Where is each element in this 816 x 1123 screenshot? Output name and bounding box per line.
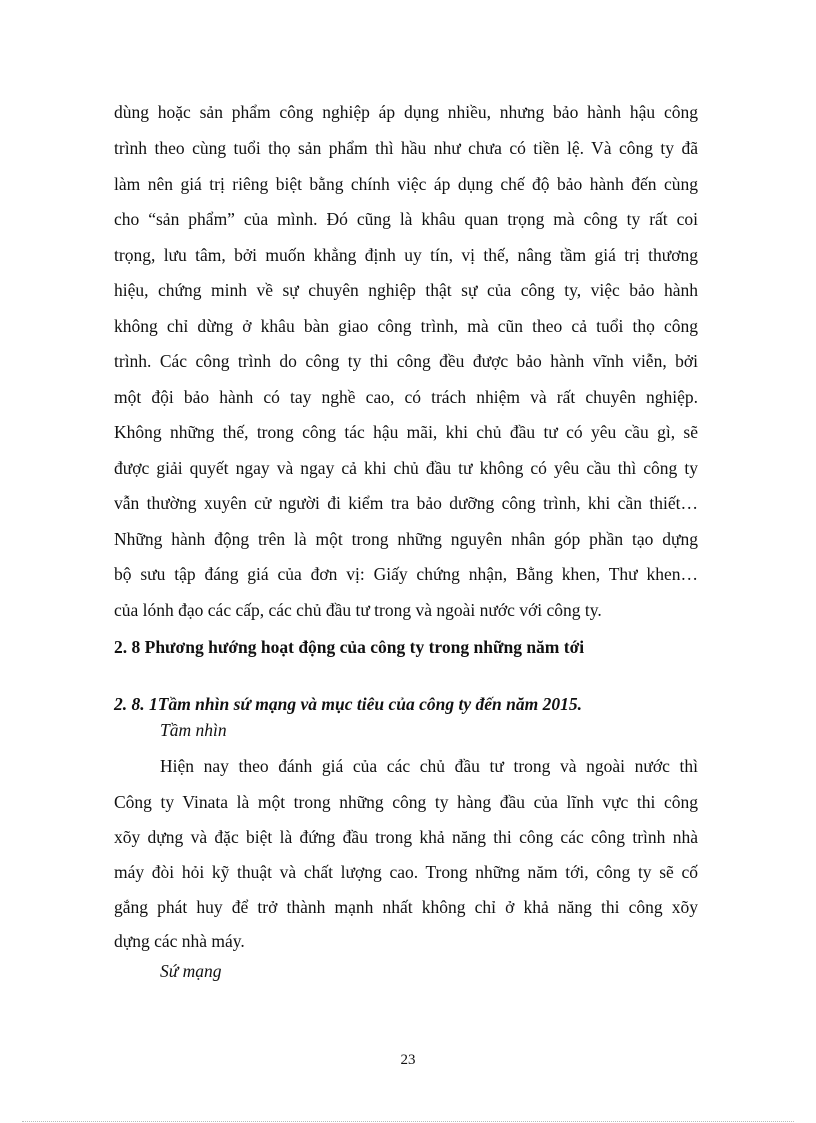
subsection-heading: 2. 8. 1Tầm nhìn sứ mạng và mục tiêu của công ty đến năm 2015. [114,694,582,714]
paragraph-line: gắng phát huy để trở thành mạnh nhất không chỉ ở khả năng thi công xõy [114,897,698,917]
paragraph-line: cho “sản phẩm” của mình. Đó cũng là khâu quan trọng mà công ty rất coi [114,209,698,229]
paragraph-line: không chỉ dừng ở khâu bàn giao công trình, mà cũn theo cả tuổi thọ công [114,316,698,336]
paragraph-line: máy đòi hỏi kỹ thuật và chất lượng cao. Trong những năm tới, công ty sẽ cố [114,862,698,882]
paragraph-line: trình theo cùng tuổi thọ sản phẩm thì hầu như chưa có tiền lệ. Và công ty đã [114,138,698,158]
page-bottom-border [22,1121,794,1122]
section-heading: 2. 8 Phương hướng hoạt động của công ty trong những năm tới [114,637,585,657]
paragraph-line: được giải quyết ngay và ngay cả khi chủ đầu tư không có yêu cầu thì công ty [114,458,698,478]
paragraph-line: Công ty Vinata là một trong những công ty hàng đầu của lĩnh vực thi công [114,792,698,812]
paragraph-line: trình. Các công trình do công ty thi công đều được bảo hành vĩnh viễn, bởi [114,351,698,371]
paragraph-line: hiệu, chứng minh về sự chuyên nghiệp thật sự của công ty, việc bảo hành [114,280,698,300]
paragraph-line: xõy dựng và đặc biệt là đứng đầu trong khả năng thi công các công trình nhà [114,827,698,847]
vision-label: Tầm nhìn [160,720,227,740]
page-number: 23 [400,1052,416,1068]
paragraph-line: Những hành động trên là một trong những nguyên nhân góp phần tạo dựng [114,529,698,549]
paragraph-line: Không những thế, trong công tác hậu mãi, khi chủ đầu tư có yêu cầu gì, sẽ [114,422,698,442]
paragraph-line: Hiện nay theo đánh giá của các chủ đầu tư trong và ngoài nước thì [160,756,698,776]
paragraph-line: dùng hoặc sản phẩm công nghiệp áp dụng nhiều, nhưng bảo hành hậu công [114,102,698,122]
paragraph-line: dựng các nhà máy. [114,931,245,951]
paragraph-line: một đội bảo hành có tay nghề cao, có trách nhiệm và rất chuyên nghiệp. [114,387,698,407]
paragraph-line: làm nên giá trị riêng biệt bằng chính việc áp dụng chế độ bảo hành đến cùng [114,174,698,194]
mission-label: Sứ mạng [160,961,222,981]
paragraph-line: vẫn thường xuyên cử người đi kiểm tra bảo dưỡng công trình, khi cần thiết… [114,493,698,513]
paragraph-line: bộ sưu tập đáng giá của đơn vị: Giấy chứng nhận, Bằng khen, Thư khen… [114,564,698,584]
paragraph-line: của lónh đạo các cấp, các chủ đầu tư trong và ngoài nước với công ty. [114,600,602,620]
paragraph-line: trọng, lưu tâm, bởi muốn khẳng định uy tín, vị thế, nâng tầm giá trị thương [114,245,698,265]
